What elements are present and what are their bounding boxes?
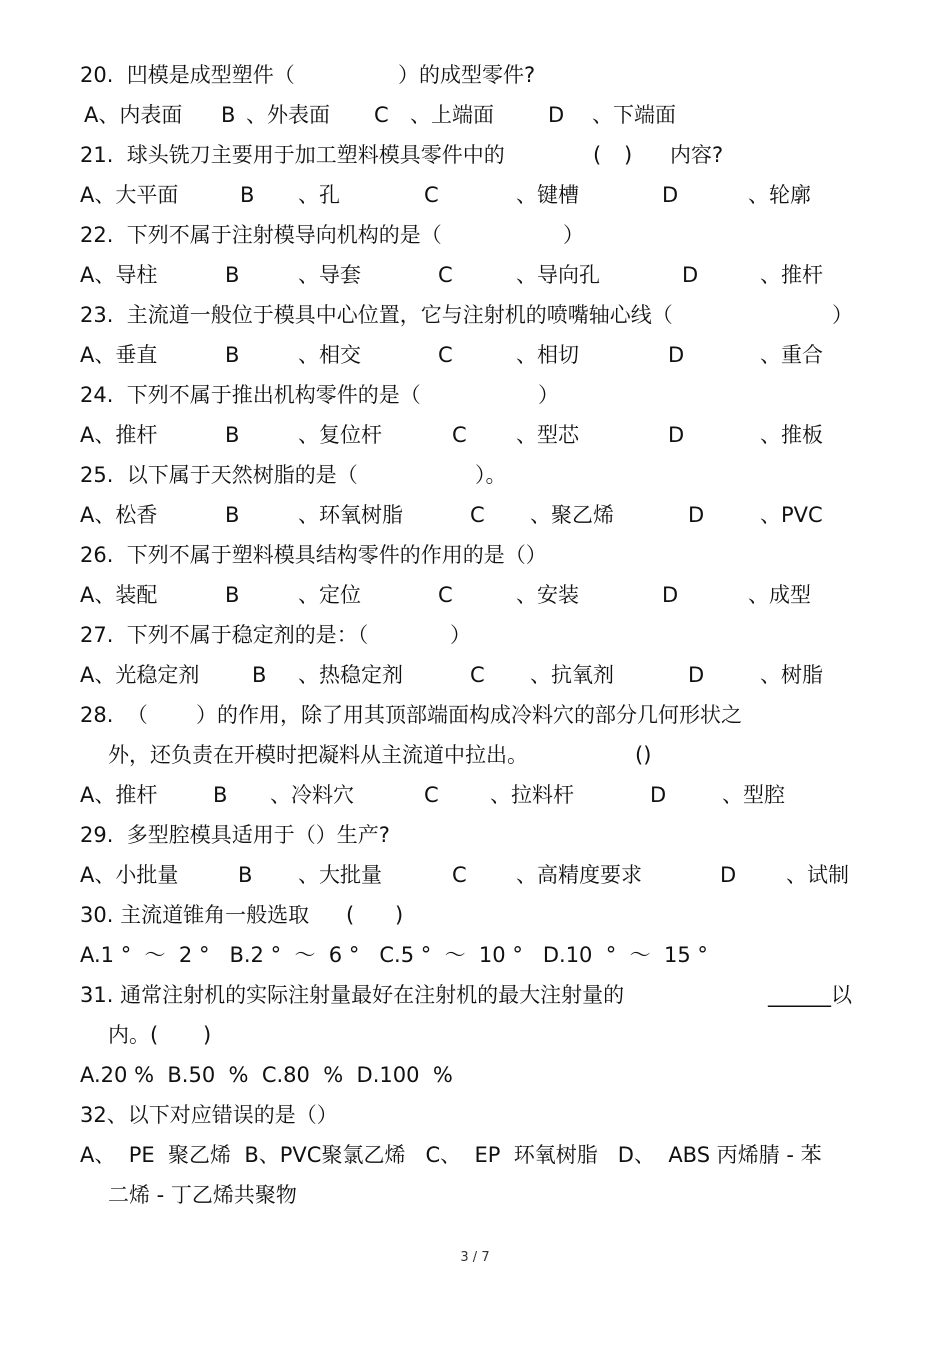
question-text: ） xyxy=(538,383,559,407)
question-20-stem xyxy=(0,58,950,92)
question-25-options xyxy=(0,498,950,532)
option-b: 、外表面 xyxy=(246,103,330,127)
question-23-stem xyxy=(0,298,950,332)
option-c: 、相切 xyxy=(516,343,579,367)
question-text: 内。( xyxy=(108,1023,159,1047)
option-c: 、抗氧剂 xyxy=(530,663,614,687)
question-25-stem xyxy=(0,458,950,492)
option-a: A、装配 xyxy=(80,583,158,607)
option-b-letter: B xyxy=(225,583,240,607)
question-text: () xyxy=(635,743,652,767)
option-a: A、松香 xyxy=(80,503,158,527)
option-c-letter: C xyxy=(452,863,467,887)
option-d-letter: D xyxy=(688,503,705,527)
option-b: 、定位 xyxy=(298,583,361,607)
question-24-options xyxy=(0,418,950,452)
question-31-options xyxy=(0,1058,950,1092)
option-b: 、相交 xyxy=(298,343,361,367)
option-c: 、拉料杆 xyxy=(490,783,574,807)
option-c-letter: C xyxy=(424,783,439,807)
option-d-letter: D xyxy=(682,263,699,287)
option-d: 、成型 xyxy=(748,583,811,607)
options-text: A、 PE 聚乙烯 B、PVC聚氯乙烯 C、 EP 环氧树脂 D、 ABS 丙烯腈 - 苯 xyxy=(80,1143,822,1167)
question-28-stem-continued xyxy=(0,738,950,772)
question-text: ( xyxy=(593,143,602,167)
option-b-letter: B xyxy=(225,423,240,447)
option-d: 、试制 xyxy=(786,863,849,887)
option-b-letter: B xyxy=(225,343,240,367)
option-d: 、重合 xyxy=(760,343,823,367)
question-28-options xyxy=(0,778,950,812)
option-b-letter: B xyxy=(213,783,228,807)
question-24-stem xyxy=(0,378,950,412)
option-b: 、导套 xyxy=(298,263,361,287)
question-29-options xyxy=(0,858,950,892)
question-text: 27. 下列不属于稳定剂的是：（ xyxy=(80,623,369,647)
option-a: A、垂直 xyxy=(80,343,158,367)
question-text: ）的作用，除了用其顶部端面构成冷料穴的部分几何形状之 xyxy=(196,703,742,727)
question-text: 30. 主流道锥角一般选取 xyxy=(80,903,310,927)
option-a: A、小批量 xyxy=(80,863,179,887)
question-text: 内容? xyxy=(670,143,724,167)
option-b: 、大批量 xyxy=(298,863,382,887)
page-number: 3 / 7 xyxy=(460,1250,490,1265)
option-a: A、大平面 xyxy=(80,183,179,207)
option-a: A、内表面 xyxy=(84,103,183,127)
option-c-letter: C xyxy=(452,423,467,447)
question-22-options xyxy=(0,258,950,292)
question-text: ）。 xyxy=(475,463,507,487)
option-c-letter: C xyxy=(438,583,453,607)
option-b: 、冷料穴 xyxy=(270,783,354,807)
question-30-options xyxy=(0,938,950,972)
option-c: 、型芯 xyxy=(516,423,579,447)
option-c: 、导向孔 xyxy=(516,263,600,287)
question-text: 21. 球头铣刀主要用于加工塑料模具零件中的 xyxy=(80,143,505,167)
question-text: 外，还负责在开模时把凝料从主流道中拉出。 xyxy=(108,743,528,767)
options-text: A.20 % B.50 % C.80 % D.100 % xyxy=(80,1063,453,1087)
options-text: 二烯 - 丁乙烯共聚物 xyxy=(108,1183,297,1207)
question-text: ) xyxy=(624,143,633,167)
question-28-stem xyxy=(0,698,950,732)
question-text: ) xyxy=(395,903,404,927)
question-22-stem xyxy=(0,218,950,252)
question-26-options xyxy=(0,578,950,612)
question-text: ) xyxy=(203,1023,212,1047)
option-d-letter: D xyxy=(548,103,565,127)
option-a: A、导柱 xyxy=(80,263,158,287)
question-text: ） xyxy=(450,623,471,647)
option-b: 、孔 xyxy=(298,183,340,207)
option-d-letter: D xyxy=(650,783,667,807)
question-text: 25. 以下属于天然树脂的是（ xyxy=(80,463,358,487)
question-32-options-continued xyxy=(0,1178,950,1212)
option-c: 、上端面 xyxy=(410,103,494,127)
option-b: 、热稳定剂 xyxy=(298,663,403,687)
question-31-stem xyxy=(0,978,950,1012)
option-c-letter: C xyxy=(438,263,453,287)
option-d: 、轮廓 xyxy=(748,183,811,207)
option-d-letter: D xyxy=(720,863,737,887)
option-d-letter: D xyxy=(668,343,685,367)
question-text: 22. 下列不属于注射模导向机构的是（ xyxy=(80,223,442,247)
question-30-stem xyxy=(0,898,950,932)
question-text: 23. 主流道一般位于模具中心位置，它与注射机的喷嘴轴心线（ xyxy=(80,303,673,327)
option-d-letter: D xyxy=(662,583,679,607)
option-b-letter: B xyxy=(252,663,267,687)
question-text: 24. 下列不属于推出机构零件的是（ xyxy=(80,383,421,407)
option-b: 、环氧树脂 xyxy=(298,503,403,527)
question-21-stem xyxy=(0,138,950,172)
option-d-letter: D xyxy=(668,423,685,447)
question-text: ） xyxy=(563,223,584,247)
option-b-letter: B xyxy=(225,263,240,287)
option-c-letter: C xyxy=(424,183,439,207)
option-c: 、键槽 xyxy=(516,183,579,207)
option-c-letter: C xyxy=(438,343,453,367)
option-a: A、推杆 xyxy=(80,783,158,807)
question-20-options xyxy=(0,98,950,132)
question-32-stem xyxy=(0,1098,950,1132)
question-text: 32、以下对应错误的是（） xyxy=(80,1103,338,1127)
question-text: ______以 xyxy=(768,983,852,1007)
question-23-options xyxy=(0,338,950,372)
question-text: ） xyxy=(832,303,853,327)
option-d-letter: D xyxy=(662,183,679,207)
question-text: 26. 下列不属于塑料模具结构零件的作用的是（） xyxy=(80,543,547,567)
question-text: 29. 多型腔模具适用于（）生产? xyxy=(80,823,390,847)
question-text: ( xyxy=(346,903,355,927)
option-c: 、高精度要求 xyxy=(516,863,642,887)
option-a: A、光稳定剂 xyxy=(80,663,200,687)
question-26-stem xyxy=(0,538,950,572)
option-d: 、PVC xyxy=(760,503,823,527)
option-c: 、安装 xyxy=(516,583,579,607)
option-c-letter: C xyxy=(470,503,485,527)
question-27-options xyxy=(0,658,950,692)
option-c-letter: C xyxy=(374,103,389,127)
option-b-letter: B xyxy=(240,183,255,207)
options-text: A.1 ° ～ 2 ° B.2 ° ～ 6 ° C.5 ° ～ 10 ° D.10 ° ～ 15 ° xyxy=(80,943,708,967)
option-c: 、聚乙烯 xyxy=(530,503,614,527)
option-d: 、推板 xyxy=(760,423,823,447)
question-text: 31. 通常注射机的实际注射量最好在注射机的最大注射量的 xyxy=(80,983,625,1007)
option-d: 、下端面 xyxy=(592,103,676,127)
question-32-options xyxy=(0,1138,950,1172)
question-29-stem xyxy=(0,818,950,852)
option-b-letter: B xyxy=(221,103,236,127)
option-d: 、推杆 xyxy=(760,263,823,287)
option-b-letter: B xyxy=(225,503,240,527)
option-d: 、树脂 xyxy=(760,663,823,687)
question-21-options xyxy=(0,178,950,212)
option-c-letter: C xyxy=(470,663,485,687)
option-d: 、型腔 xyxy=(722,783,785,807)
question-text: 28. （ xyxy=(80,703,148,727)
question-text: ）的成型零件? xyxy=(398,63,536,87)
option-a: A、推杆 xyxy=(80,423,158,447)
question-text: 20. 凹模是成型塑件（ xyxy=(80,63,295,87)
question-27-stem xyxy=(0,618,950,652)
option-d-letter: D xyxy=(688,663,705,687)
option-b: 、复位杆 xyxy=(298,423,382,447)
option-b-letter: B xyxy=(238,863,253,887)
question-31-stem-continued xyxy=(0,1018,950,1052)
